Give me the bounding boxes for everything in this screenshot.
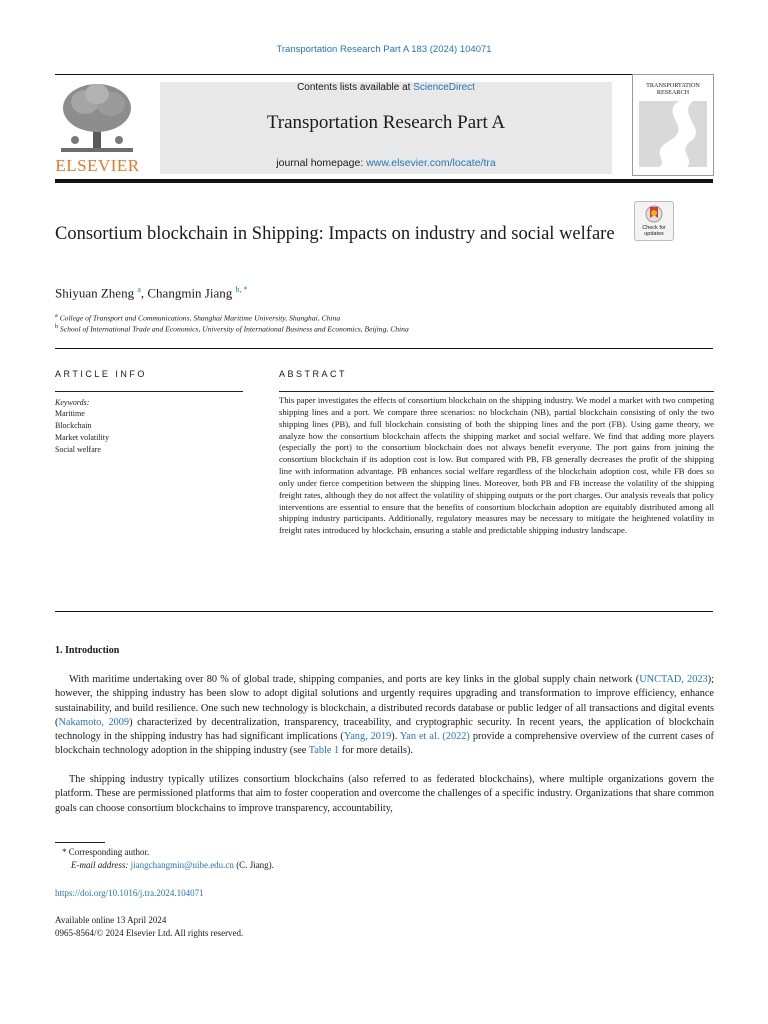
affiliation-mark: a (55, 313, 58, 319)
header-bottom-rule (55, 179, 713, 183)
section-heading-introduction: 1. Introduction (55, 645, 120, 656)
article-info-heading: ARTICLE INFO (55, 369, 147, 379)
table-link[interactable]: Table 1 (308, 745, 340, 757)
paragraph-text: With maritime undertaking over 80 % of global trade, shipping companies, and ports are key links in the global supply chain network ( (69, 674, 640, 685)
author-affiliation-mark[interactable]: b, * (235, 285, 248, 294)
available-online-date: Available online 13 April 2024 (55, 915, 167, 925)
cover-road-graphic (639, 101, 707, 167)
crossmark-label: Check for updates (642, 225, 666, 237)
elsevier-wordmark: ELSEVIER (55, 156, 140, 175)
citation-link[interactable]: Yang, 2019 (343, 731, 392, 743)
intro-paragraph-1 (55, 673, 714, 759)
keyword-item: Market volatility (55, 433, 109, 442)
contents-prefix: Contents lists available at (297, 82, 414, 93)
keywords-label: Keywords: (55, 398, 90, 407)
author-name: Changmin Jiang (147, 285, 233, 301)
cover-title: TRANSPORTATION RESEARCH (646, 82, 700, 96)
copyright-notice: 0965-8564/© 2024 Elsevier Ltd. All rights reserved. (55, 928, 244, 938)
paragraph-text: ). (391, 731, 400, 743)
keyword-item: Social welfare (55, 445, 101, 454)
abstract-bottom-rule (55, 611, 713, 612)
title-divider (55, 348, 713, 349)
author-affiliation-mark[interactable]: a (137, 285, 141, 294)
keyword-item: Maritime (55, 409, 85, 418)
homepage-prefix: journal homepage: (276, 157, 367, 169)
abstract-rule (279, 391, 714, 392)
affiliation-text: School of International Trade and Economics, University of International Business and Economics, Beijing, China (59, 324, 409, 334)
check-for-updates-button[interactable] (634, 201, 674, 241)
affiliation-a (55, 313, 340, 323)
intro-paragraph-2 (55, 773, 714, 816)
journal-title: Transportation Research Part A (266, 112, 506, 133)
citation-link[interactable]: Nakamoto, 2009 (58, 716, 130, 728)
homepage-link[interactable]: www.elsevier.com/locate/tra (366, 157, 496, 169)
email-suffix: (C. Jiang). (233, 860, 274, 870)
author-separator: , (140, 285, 148, 301)
author-list (55, 285, 248, 301)
abstract-heading: ABSTRACT (279, 369, 348, 379)
paragraph-text: ); however, the shipping industry has been slow to adopt digital solutions and urgently requires upgrading and transformation to improve efficiency, enhance sustainability, and build resilience. One such new technology is blockchain, a distributed records database or public ledger of all transactions and digital events ( (55, 674, 714, 728)
paragraph-text: for more details). (339, 745, 413, 757)
author-name: Shiyuan Zheng (55, 285, 135, 301)
email-note (71, 860, 274, 870)
affiliation-mark: b (55, 324, 58, 330)
article-info-rule (55, 391, 243, 392)
paper-title: Consortium blockchain in Shipping: Impacts on industry and social welfare (55, 224, 615, 244)
journal-cover-image[interactable] (632, 74, 714, 176)
sciencedirect-link[interactable]: ScienceDirect (413, 82, 475, 93)
crossmark-icon (645, 205, 663, 225)
affiliation-b (55, 324, 409, 334)
abstract-text: This paper investigates the effects of consortium blockchain on the shipping industry. We model a market with two competing shipping lines and a port. We compare three scenarios: no blockchain (NB), partial blockchain consisting of only the two shipping lines (PB), and full blockchain consisting of both the shipping lines and the port (FB). Using game theory, we analyze how the consortium blockchain affects the shipping market and social welfare. We find that adding more players (especially the port) to the consortium blockchain does not always benefit everyone. The port gains from joining the consortium blockchain if its adoption cost is low. But compared with PB, FB generally decreases the profit of the shipping line with information advantage. PB enhances social welfare regardless of the blockchain adoption cost, while FB does so only under fierce competition between the shipping lines. Moreover, both PB and FB increase the volatility of the shipping freight rates, although they do not affect the volatility of shipping outputs or the port charges. Our analysis reveals that policy interventions are essential to ensure that the benefits of consortium blockchain adoption are equitably distributed among all shipping industry participants. Additionally, regulatory measures may be necessary to mitigate the heightened volatility in freight rates introduced by blockchain, ensuring a stable and predictable shipping industry landscape. (279, 395, 714, 536)
journal-citation[interactable]: Transportation Research Part A 183 (2024) 104071 (276, 44, 492, 55)
citation-link[interactable]: Yan et al. (2022) (399, 731, 470, 743)
doi-link[interactable]: https://doi.org/10.1016/j.tra.2024.104071 (55, 888, 204, 898)
paragraph-text: The shipping industry typically utilizes consortium blockchains (also referred to as federated blockchains), where multiple organizations govern the platform. These are permissioned platforms that aim to foster cooperation and overcome the challenges of a specific industry. Organizations that share common goals can choose consortium blockchains to improve transparency, accountability, (55, 774, 714, 814)
affiliation-text: College of Transport and Communications, Shanghai Maritime University, Shanghai, China (59, 313, 341, 323)
corresponding-author-note: * Corresponding author. (62, 847, 150, 857)
email-link[interactable]: jiangchangmin@uibe.edu.cn (130, 860, 234, 870)
keyword-item: Blockchain (55, 421, 92, 430)
paragraph-text: ) characterized by decentralization, transparency, traceability, and cryptographic security. In recent years, the application of blockchain technology in the shipping industry has had significant implications ( (55, 716, 714, 743)
header-top-rule (55, 74, 713, 75)
journal-homepage (160, 157, 612, 169)
paragraph-text: provide a comprehensive overview of the current cases of blockchain technology adoption in the shipping industry (see (55, 731, 714, 757)
footnote-rule (55, 842, 105, 843)
citation-link[interactable]: UNCTAD, 2023 (639, 674, 708, 685)
email-label: E-mail address: (71, 860, 131, 870)
contents-line (160, 82, 612, 93)
